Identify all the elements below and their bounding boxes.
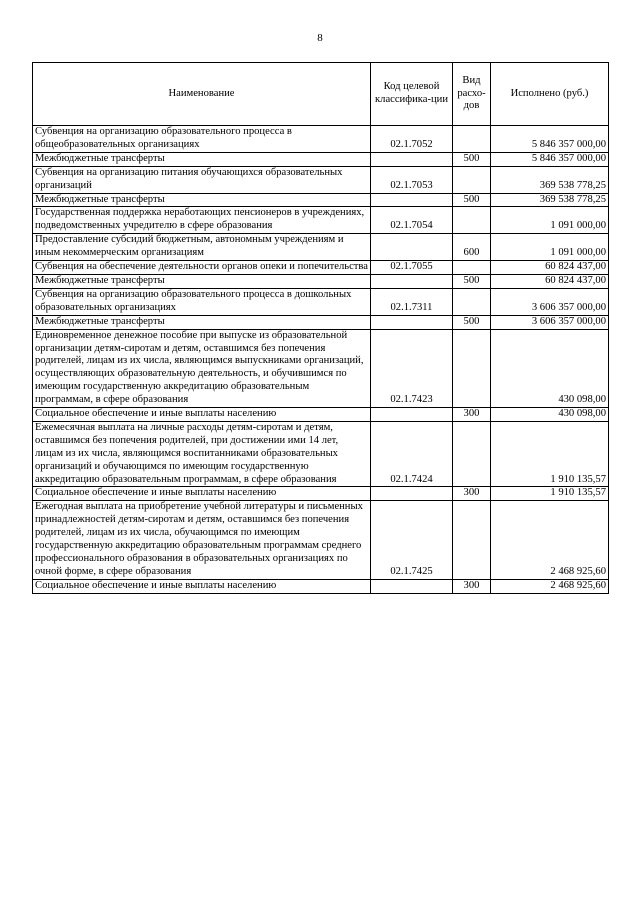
table-row	[33, 126, 609, 153]
row-code-cell	[371, 234, 453, 261]
header-code: Код целевой классифика-ции	[371, 63, 453, 126]
row-type-cell: 300	[453, 408, 491, 422]
header-sum: Исполнено (руб.)	[491, 63, 609, 126]
table-row	[33, 207, 609, 234]
row-name-cell: Социальное обеспечение и иные выплаты населению	[33, 487, 371, 501]
row-type-cell	[453, 126, 491, 153]
row-code-cell: 02.1.7054	[371, 207, 453, 234]
row-code-cell	[371, 193, 453, 207]
row-type-cell	[453, 166, 491, 193]
table-row	[33, 487, 609, 501]
table-row	[33, 152, 609, 166]
row-name-cell: Социальное обеспечение и иные выплаты населению	[33, 408, 371, 422]
row-name-cell: Субвенция на организацию образовательного процесса в дошкольных образовательных организациях	[33, 288, 371, 315]
row-type-cell: 500	[453, 193, 491, 207]
row-type-cell	[453, 288, 491, 315]
row-name-cell: Субвенция на организацию образовательного процесса в общеобразовательных организациях	[33, 126, 371, 153]
row-sum-cell: 60 824 437,00	[491, 261, 609, 275]
row-name-cell: Межбюджетные трансферты	[33, 315, 371, 329]
row-name-cell: Субвенция на обеспечение деятельности органов опеки и попечительства	[33, 261, 371, 275]
row-sum-cell: 2 468 925,60	[491, 579, 609, 593]
row-code-cell	[371, 274, 453, 288]
table-row	[33, 261, 609, 275]
row-name-cell: Межбюджетные трансферты	[33, 274, 371, 288]
table-row	[33, 408, 609, 422]
table-row	[33, 579, 609, 593]
table-row	[33, 193, 609, 207]
row-name-cell: Ежемесячная выплата на личные расходы детям-сиротам и детям, оставшимся без попечения родителей, при достижении ими 14 лет, лицам из их числа, являющимся воспитанниками образовательных организаций и обучающимся по имеющим государственную аккредитацию образовательным программам, в сфере образования	[33, 421, 371, 487]
table-row	[33, 288, 609, 315]
row-code-cell: 02.1.7311	[371, 288, 453, 315]
row-type-cell	[453, 207, 491, 234]
row-code-cell: 02.1.7424	[371, 421, 453, 487]
header-name: Наименование	[33, 63, 371, 126]
row-sum-cell: 60 824 437,00	[491, 274, 609, 288]
row-type-cell	[453, 329, 491, 407]
row-sum-cell: 369 538 778,25	[491, 193, 609, 207]
budget-execution-table	[32, 62, 609, 594]
row-type-cell	[453, 421, 491, 487]
row-code-cell: 02.1.7055	[371, 261, 453, 275]
row-code-cell	[371, 315, 453, 329]
table-header-row	[33, 63, 609, 126]
row-name-cell: Межбюджетные трансферты	[33, 193, 371, 207]
row-type-cell: 500	[453, 315, 491, 329]
row-sum-cell: 2 468 925,60	[491, 501, 609, 579]
row-sum-cell: 430 098,00	[491, 408, 609, 422]
row-sum-cell: 430 098,00	[491, 329, 609, 407]
row-type-cell: 300	[453, 487, 491, 501]
table-row	[33, 329, 609, 407]
row-type-cell	[453, 501, 491, 579]
row-sum-cell: 369 538 778,25	[491, 166, 609, 193]
table-row	[33, 421, 609, 487]
page-number: 8	[317, 32, 323, 44]
row-code-cell	[371, 487, 453, 501]
header-type: Вид расхо-дов	[453, 63, 491, 126]
row-sum-cell: 1 910 135,57	[491, 487, 609, 501]
row-sum-cell: 1 091 000,00	[491, 234, 609, 261]
row-name-cell: Государственная поддержка неработающих пенсионеров в учреждениях, подведомственных учредителю в сфере образования	[33, 207, 371, 234]
row-type-cell: 300	[453, 579, 491, 593]
row-type-cell	[453, 261, 491, 275]
row-sum-cell: 5 846 357 000,00	[491, 152, 609, 166]
row-code-cell: 02.1.7425	[371, 501, 453, 579]
row-code-cell	[371, 152, 453, 166]
row-code-cell: 02.1.7423	[371, 329, 453, 407]
row-name-cell: Предоставление субсидий бюджетным, автономным учреждениям и иным некоммерческим организациям	[33, 234, 371, 261]
row-name-cell: Межбюджетные трансферты	[33, 152, 371, 166]
table-row	[33, 315, 609, 329]
table-row	[33, 234, 609, 261]
table-row	[33, 274, 609, 288]
row-type-cell: 600	[453, 234, 491, 261]
row-name-cell: Единовременное денежное пособие при выпуске из образовательной организации детям-сиротам и детям, оставшимся без попечения родителей, лицам из их числа, являющимся выпускниками организаций, осуществляющих образовательную деятельность, и обучившимся по имеющим государственную аккредитацию образовательным программам, в сфере образования	[33, 329, 371, 407]
row-sum-cell: 3 606 357 000,00	[491, 288, 609, 315]
row-sum-cell: 5 846 357 000,00	[491, 126, 609, 153]
row-code-cell	[371, 408, 453, 422]
row-name-cell: Ежегодная выплата на приобретение учебной литературы и письменных принадлежностей детям-сиротам и детям, оставшимся без попечения родителей, лицам из их числа, обучающимся по имеющим государственную аккредитацию образовательным программам среднего профессионального образования в образовательных организациях по очной форме, в сфере образования	[33, 501, 371, 579]
row-name-cell: Социальное обеспечение и иные выплаты населению	[33, 579, 371, 593]
table-row	[33, 166, 609, 193]
table-row	[33, 501, 609, 579]
row-name-cell: Субвенция на организацию питания обучающихся образовательных организаций	[33, 166, 371, 193]
row-code-cell: 02.1.7052	[371, 126, 453, 153]
row-sum-cell: 1 091 000,00	[491, 207, 609, 234]
row-code-cell: 02.1.7053	[371, 166, 453, 193]
row-sum-cell: 1 910 135,57	[491, 421, 609, 487]
row-sum-cell: 3 606 357 000,00	[491, 315, 609, 329]
row-code-cell	[371, 579, 453, 593]
row-type-cell: 500	[453, 274, 491, 288]
row-type-cell: 500	[453, 152, 491, 166]
